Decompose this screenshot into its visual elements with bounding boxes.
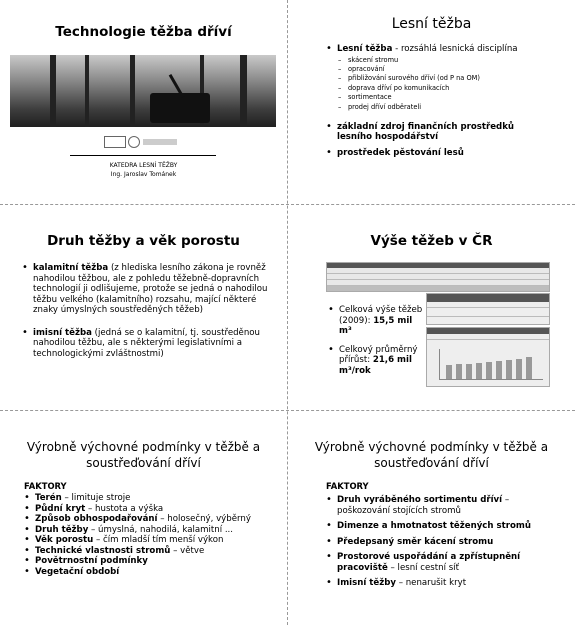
list-item: • Vegetační období (24, 567, 276, 578)
slide-4 (288, 205, 575, 410)
slide-title: Lesní těžba (391, 16, 472, 32)
list-item: • kalamitní těžba (z hlediska lesního zákona je rovněž nahodilou těžbou, ale z pohledu těžebně-dopravních technologií ji odlišujeme, protože se jedná o nahodilou těžbu velkého (kalamitního) rozsahu, mající některé znaky úmyslných soustředěných těžeb) (22, 263, 270, 316)
list-item: • Způsob obhospodařování – holosečný, výběrný (24, 514, 276, 525)
list-item: – přibližování surového dříví (od P na OM) (338, 74, 566, 83)
list-item: • Celková výše těžeb (2009): 15,5 mil m³ (328, 305, 424, 337)
sponsor-logo-icon (143, 139, 177, 145)
factors-label: FAKTORY (24, 481, 67, 491)
slide-3 (0, 205, 287, 410)
list-item: • Dimenze a hmotnatost těžených stromů (326, 521, 536, 532)
bullet-list (326, 44, 566, 158)
harvester-machine-icon (150, 93, 210, 123)
list-item: • Druh vyráběného sortimentu dříví – poškozování stojících stromů (326, 495, 536, 516)
list-item: • Technické vlastnosti stromů – větve (24, 546, 276, 557)
list-item: • prostředek pěstování lesů (326, 148, 566, 159)
harvest-table-thumbnail (326, 262, 550, 292)
list-item: – skácení stromu (338, 56, 566, 65)
list-item: • Prostorové uspořádání a zpřístupnění pracoviště – lesní cestní síť (326, 552, 536, 573)
forest-harvester-photo (10, 55, 276, 127)
factors-label: FAKTORY (326, 481, 369, 491)
faculty-logo-icon (128, 136, 140, 148)
list-item: – opracování (338, 65, 566, 74)
bullet-list (326, 495, 536, 589)
slide-title: Technologie těžba dříví (55, 24, 232, 40)
list-item: • Věk porostu – čím mladší tím menší výkon (24, 535, 276, 546)
list-item: • Celkový průměrný přírůst: 21,6 mil m³/rok (328, 345, 424, 377)
list-item: • základní zdroj finančních prostředků lesního hospodářství (326, 122, 527, 143)
list-item: • Povětrnostní podmínky (24, 556, 276, 567)
bullet-list (22, 263, 270, 359)
author-name: Ing. Jaroslav Tománek (110, 171, 177, 178)
university-logo-icon (104, 136, 126, 148)
list-item: – prodej dříví odběrateli (338, 103, 566, 112)
slide-title: Druh těžby a věk porostu (47, 233, 240, 249)
list-item: – sortimentace (338, 93, 566, 102)
department-name: KATEDRA LESNÍ TĚŽBY (109, 162, 178, 169)
slide-title: Výrobně výchovné podmínky v těžbě a soustřeďování dříví (26, 440, 261, 470)
slide-5 (0, 411, 287, 625)
list-item: • Druh těžby – úmyslná, nahodilá, kalamitní ... (24, 525, 276, 536)
sub-list (326, 56, 566, 112)
bullet-list (328, 305, 424, 376)
list-item: • Lesní těžba - rozsáhlá lesnická disciplína (326, 44, 566, 55)
timber-chart-thumbnail (426, 327, 550, 387)
bullet-list (24, 493, 276, 577)
slide-title: Výše těžeb v ČR (370, 233, 493, 249)
list-item: • Předepsaný směr kácení stromu (326, 537, 536, 548)
list-item: – doprava dříví po komunikacích (338, 84, 566, 93)
slide-1 (0, 0, 287, 204)
increment-table-thumbnail (426, 293, 550, 325)
slide-6 (288, 411, 575, 625)
list-item: • imisní těžba (jedná se o kalamitní, tj. soustředěnou nahodilou těžbu, ale s některými legislativními a technologickými zvláštnostmi) (22, 328, 270, 360)
list-item: • Půdní kryt – hustota a výška (24, 504, 276, 515)
list-item: • Imisní těžby – nenarušit kryt (326, 578, 536, 589)
list-item: • Terén – limituje stroje (24, 493, 276, 504)
slide-2 (288, 0, 575, 204)
slide-title: Výrobně výchovné podmínky v těžbě a soustřeďování dříví (314, 440, 549, 470)
